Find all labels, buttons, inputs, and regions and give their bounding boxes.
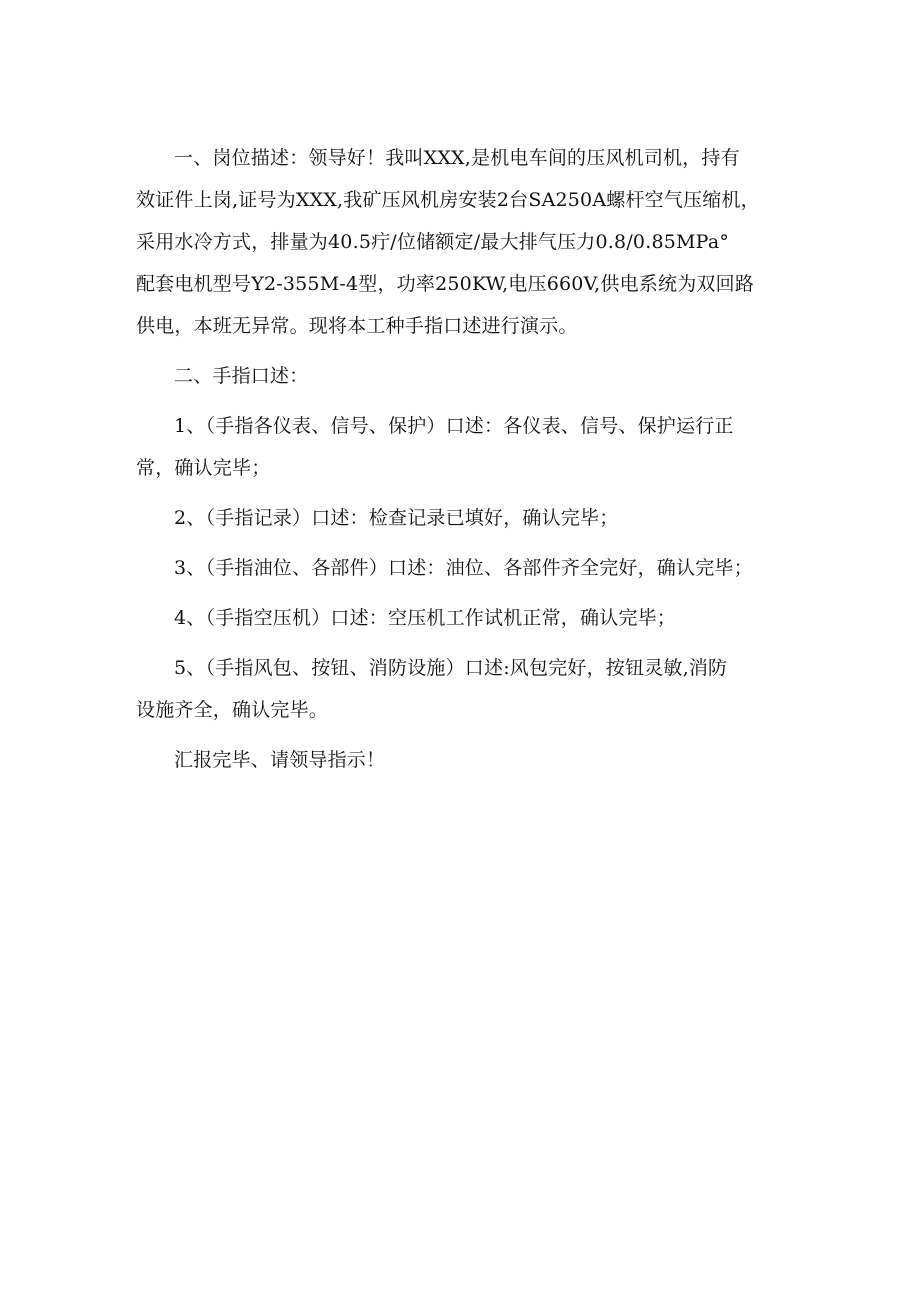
text-line: 5、（手指风包、按钮、消防设施）口述:风包完好，按钮灵敏,消防	[174, 657, 728, 679]
text-line: 效证件上岗,证号为XXX,我矿压风机房安装2台SA250A螺杆空气压缩机，	[136, 189, 760, 211]
closing-text: 汇报完毕、请领导指示！	[174, 749, 386, 771]
list-item	[136, 547, 804, 589]
text-line: 1、（手指各仪表、信号、保护）口述：各仪表、信号、保护运行正	[174, 415, 734, 437]
text-line: 配套电机型号Y2-355M-4型，功率250KW,电压660V,供电系统为双回路	[136, 273, 755, 295]
text-line: 设施齐全，确认完毕。	[136, 699, 329, 721]
text-line: 供电，本班无异常。现将本工种手指口述进行演示。	[136, 315, 578, 337]
text-line: 一、岗位描述：领导好！我叫XXX,是机电车间的压风机司机，持有	[174, 147, 740, 169]
text-line: 3、（手指油位、各部件）口述：油位、各部件齐全完好，确认完毕；	[174, 557, 753, 579]
section-heading-text: 二、手指口述：	[174, 365, 309, 387]
paragraph-job-description	[136, 137, 804, 347]
text-line: 常，确认完毕；	[136, 457, 271, 479]
text-line: 4、（手指空压机）口述：空压机工作试机正常，确认完毕；	[174, 607, 676, 629]
list-item	[136, 597, 804, 639]
closing-paragraph	[136, 739, 804, 781]
list-item	[136, 405, 804, 489]
list-item	[136, 647, 804, 731]
section-heading	[136, 355, 804, 397]
document-body	[136, 137, 804, 781]
text-line: 2、（手指记录）口述：检查记录已填好，确认完毕；	[174, 507, 619, 529]
text-line: 采用水冷方式，排量为40.5疔/位储额定/最大排气压力0.8/0.85MPa°	[136, 231, 730, 253]
list-item	[136, 497, 804, 539]
